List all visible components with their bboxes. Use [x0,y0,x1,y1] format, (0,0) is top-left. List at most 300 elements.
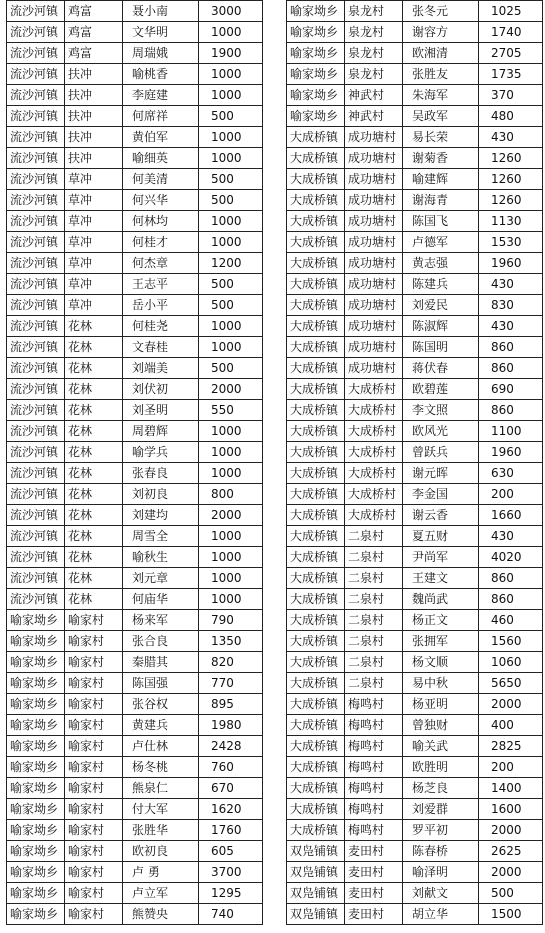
amount-cell: 1000 [199,211,263,232]
amount-cell: 860 [479,400,543,421]
name-cell: 曾独财 [403,715,479,736]
amount-cell: 1000 [199,463,263,484]
left-table [6,0,263,925]
name-cell: 欧碧莲 [403,379,479,400]
table-row [287,505,543,526]
amount-cell: 3700 [199,862,263,883]
table-row [7,883,263,904]
town-cell: 流沙河镇 [7,127,65,148]
name-cell: 刘建均 [123,505,199,526]
town-cell: 流沙河镇 [7,547,65,568]
village-cell: 麦田村 [345,904,403,925]
village-cell: 成功塘村 [345,169,403,190]
town-cell: 流沙河镇 [7,43,65,64]
town-cell: 喻家坳乡 [7,820,65,841]
village-cell: 喻家村 [65,631,123,652]
name-cell: 熊赞央 [123,904,199,925]
name-cell: 秦腊其 [123,652,199,673]
town-cell: 流沙河镇 [7,421,65,442]
name-cell: 张冬元 [403,1,479,22]
name-cell: 谢元晖 [403,463,479,484]
town-cell: 大成桥镇 [287,127,345,148]
name-cell: 欧胜明 [403,757,479,778]
town-cell: 大成桥镇 [287,610,345,631]
village-cell: 二泉村 [345,568,403,589]
table-row [7,694,263,715]
town-cell: 大成桥镇 [287,736,345,757]
name-cell: 黄建兵 [123,715,199,736]
amount-cell: 1760 [199,820,263,841]
name-cell: 谢云香 [403,505,479,526]
village-cell: 大成桥村 [345,484,403,505]
amount-cell: 690 [479,379,543,400]
village-cell: 花林 [65,358,123,379]
amount-cell: 830 [479,295,543,316]
town-cell: 喻家坳乡 [287,106,345,127]
table-row [287,274,543,295]
amount-cell: 1980 [199,715,263,736]
name-cell: 周雪全 [123,526,199,547]
name-cell: 张拥军 [403,631,479,652]
town-cell: 大成桥镇 [287,316,345,337]
village-cell: 成功塘村 [345,127,403,148]
town-cell: 喻家坳乡 [7,631,65,652]
village-cell: 扶冲 [65,106,123,127]
town-cell: 流沙河镇 [7,379,65,400]
village-cell: 喻家村 [65,652,123,673]
name-cell: 欧湘清 [403,43,479,64]
table-row [287,568,543,589]
name-cell: 陈淑辉 [403,316,479,337]
table-row [287,379,543,400]
name-cell: 张胜友 [403,64,479,85]
town-cell: 喻家坳乡 [7,610,65,631]
table-row [287,610,543,631]
table-row [7,673,263,694]
table-row [7,547,263,568]
amount-cell: 790 [199,610,263,631]
town-cell: 流沙河镇 [7,190,65,211]
village-cell: 麦田村 [345,841,403,862]
village-cell: 成功塘村 [345,295,403,316]
village-cell: 草冲 [65,190,123,211]
village-cell: 成功塘村 [345,316,403,337]
table-row [7,211,263,232]
town-cell: 大成桥镇 [287,505,345,526]
table-row [287,694,543,715]
amount-cell: 1000 [199,232,263,253]
village-cell: 二泉村 [345,547,403,568]
table-row [287,190,543,211]
village-cell: 花林 [65,589,123,610]
name-cell: 岳小平 [123,295,199,316]
village-cell: 喻家村 [65,904,123,925]
name-cell: 朱海军 [403,85,479,106]
town-cell: 流沙河镇 [7,568,65,589]
table-row [7,64,263,85]
name-cell: 刘端美 [123,358,199,379]
left-table-body [7,1,263,925]
town-cell: 大成桥镇 [287,232,345,253]
town-cell: 双凫铺镇 [287,841,345,862]
town-cell: 流沙河镇 [7,22,65,43]
town-cell: 流沙河镇 [7,274,65,295]
village-cell: 扶冲 [65,85,123,106]
town-cell: 大成桥镇 [287,190,345,211]
village-cell: 喻家村 [65,820,123,841]
name-cell: 喻细英 [123,148,199,169]
name-cell: 陈春桥 [403,841,479,862]
name-cell: 何庙华 [123,589,199,610]
amount-cell: 860 [479,358,543,379]
amount-cell: 860 [479,568,543,589]
name-cell: 周碧辉 [123,421,199,442]
amount-cell: 860 [479,337,543,358]
name-cell: 张谷权 [123,694,199,715]
table-row [7,127,263,148]
amount-cell: 1000 [199,589,263,610]
town-cell: 流沙河镇 [7,1,65,22]
village-cell: 草冲 [65,274,123,295]
town-cell: 大成桥镇 [287,421,345,442]
amount-cell: 1960 [479,442,543,463]
name-cell: 吴政军 [403,106,479,127]
amount-cell: 1620 [199,799,263,820]
name-cell: 欧初良 [123,841,199,862]
table-row [287,43,543,64]
town-cell: 大成桥镇 [287,379,345,400]
name-cell: 李庭建 [123,85,199,106]
village-cell: 花林 [65,442,123,463]
amount-cell: 1000 [199,22,263,43]
name-cell: 文春桂 [123,337,199,358]
town-cell: 大成桥镇 [287,337,345,358]
town-cell: 双凫铺镇 [287,883,345,904]
name-cell: 何席祥 [123,106,199,127]
amount-cell: 3000 [199,1,263,22]
table-row [7,862,263,883]
village-cell: 大成桥村 [345,463,403,484]
table-row [287,253,543,274]
name-cell: 杨正文 [403,610,479,631]
table-row [287,652,543,673]
amount-cell: 1560 [479,631,543,652]
table-row [287,778,543,799]
table-row [287,757,543,778]
table-row [287,1,543,22]
village-cell: 大成桥村 [345,442,403,463]
table-row [7,841,263,862]
village-cell: 草冲 [65,253,123,274]
town-cell: 大成桥镇 [287,526,345,547]
town-cell: 大成桥镇 [287,757,345,778]
town-cell: 喻家坳乡 [7,736,65,757]
town-cell: 喻家坳乡 [7,715,65,736]
village-cell: 成功塘村 [345,274,403,295]
amount-cell: 1100 [479,421,543,442]
name-cell: 黄伯军 [123,127,199,148]
town-cell: 流沙河镇 [7,484,65,505]
town-cell: 大成桥镇 [287,799,345,820]
town-cell: 喻家坳乡 [7,652,65,673]
table-row [287,148,543,169]
amount-cell: 1000 [199,148,263,169]
name-cell: 陈国强 [123,673,199,694]
table-row [287,421,543,442]
table-row [287,22,543,43]
village-cell: 泉龙村 [345,22,403,43]
table-row [287,673,543,694]
village-cell: 成功塘村 [345,337,403,358]
town-cell: 喻家坳乡 [287,85,345,106]
name-cell: 易长荣 [403,127,479,148]
name-cell: 陈国飞 [403,211,479,232]
village-cell: 花林 [65,316,123,337]
table-row [7,274,263,295]
table-row [287,526,543,547]
town-cell: 双凫铺镇 [287,862,345,883]
village-cell: 成功塘村 [345,148,403,169]
town-cell: 大成桥镇 [287,820,345,841]
table-row [287,127,543,148]
town-cell: 喻家坳乡 [7,799,65,820]
village-cell: 喻家村 [65,841,123,862]
amount-cell: 860 [479,589,543,610]
town-cell: 流沙河镇 [7,316,65,337]
amount-cell: 370 [479,85,543,106]
village-cell: 喻家村 [65,715,123,736]
name-cell: 夏五财 [403,526,479,547]
town-cell: 双凫铺镇 [287,904,345,925]
name-cell: 黄志强 [403,253,479,274]
town-cell: 喻家坳乡 [7,862,65,883]
table-row [7,1,263,22]
table-row [7,232,263,253]
town-cell: 流沙河镇 [7,211,65,232]
table-row [287,547,543,568]
amount-cell: 630 [479,463,543,484]
name-cell: 卢立军 [123,883,199,904]
table-row [7,253,263,274]
amount-cell: 1260 [479,190,543,211]
town-cell: 大成桥镇 [287,400,345,421]
village-cell: 花林 [65,568,123,589]
name-cell: 卢德军 [403,232,479,253]
name-cell: 刘献文 [403,883,479,904]
village-cell: 梅鸣村 [345,694,403,715]
name-cell: 杨冬桃 [123,757,199,778]
town-cell: 大成桥镇 [287,148,345,169]
amount-cell: 500 [199,274,263,295]
village-cell: 鸡富 [65,1,123,22]
amount-cell: 200 [479,484,543,505]
town-cell: 流沙河镇 [7,232,65,253]
village-cell: 二泉村 [345,652,403,673]
amount-cell: 430 [479,526,543,547]
table-row [7,652,263,673]
village-cell: 喻家村 [65,778,123,799]
amount-cell: 1200 [199,253,263,274]
table-row [7,169,263,190]
amount-cell: 2000 [479,694,543,715]
village-cell: 成功塘村 [345,358,403,379]
amount-cell: 500 [199,358,263,379]
amount-cell: 820 [199,652,263,673]
table-row [7,22,263,43]
amount-cell: 2000 [199,379,263,400]
town-cell: 喻家坳乡 [7,883,65,904]
village-cell: 花林 [65,421,123,442]
name-cell: 卢仕林 [123,736,199,757]
table-row [7,190,263,211]
name-cell: 熊泉仁 [123,778,199,799]
village-cell: 鸡富 [65,43,123,64]
amount-cell: 1130 [479,211,543,232]
amount-cell: 400 [479,715,543,736]
amount-cell: 2000 [479,820,543,841]
name-cell: 刘爱群 [403,799,479,820]
name-cell: 喻秋生 [123,547,199,568]
name-cell: 杨来军 [123,610,199,631]
town-cell: 流沙河镇 [7,463,65,484]
table-row [287,820,543,841]
table-row [287,316,543,337]
name-cell: 魏尚武 [403,589,479,610]
town-cell: 流沙河镇 [7,169,65,190]
amount-cell: 605 [199,841,263,862]
table-row [7,820,263,841]
village-cell: 草冲 [65,211,123,232]
village-cell: 二泉村 [345,526,403,547]
name-cell: 曾跃兵 [403,442,479,463]
town-cell: 流沙河镇 [7,442,65,463]
amount-cell: 1660 [479,505,543,526]
town-cell: 大成桥镇 [287,715,345,736]
town-cell: 大成桥镇 [287,568,345,589]
name-cell: 王建文 [403,568,479,589]
amount-cell: 430 [479,127,543,148]
name-cell: 何林均 [123,211,199,232]
town-cell: 大成桥镇 [287,211,345,232]
table-row [7,295,263,316]
name-cell: 李金国 [403,484,479,505]
town-cell: 大成桥镇 [287,295,345,316]
amount-cell: 1000 [199,568,263,589]
amount-cell: 1000 [199,85,263,106]
name-cell: 付大军 [123,799,199,820]
amount-cell: 480 [479,106,543,127]
village-cell: 成功塘村 [345,211,403,232]
town-cell: 喻家坳乡 [287,1,345,22]
amount-cell: 770 [199,673,263,694]
town-cell: 喻家坳乡 [287,43,345,64]
town-cell: 大成桥镇 [287,778,345,799]
village-cell: 喻家村 [65,610,123,631]
amount-cell: 1900 [199,43,263,64]
village-cell: 成功塘村 [345,232,403,253]
town-cell: 喻家坳乡 [7,694,65,715]
table-row [287,589,543,610]
village-cell: 花林 [65,400,123,421]
table-row [287,736,543,757]
amount-cell: 1000 [199,442,263,463]
name-cell: 喻泽明 [403,862,479,883]
amount-cell: 500 [199,295,263,316]
amount-cell: 1960 [479,253,543,274]
table-row [7,778,263,799]
name-cell: 陈建兵 [403,274,479,295]
table-row [287,211,543,232]
village-cell: 草冲 [65,169,123,190]
amount-cell: 550 [199,400,263,421]
name-cell: 聂小南 [123,1,199,22]
name-cell: 王志平 [123,274,199,295]
town-cell: 大成桥镇 [287,274,345,295]
amount-cell: 1260 [479,148,543,169]
name-cell: 文华明 [123,22,199,43]
town-cell: 流沙河镇 [7,295,65,316]
amount-cell: 500 [199,169,263,190]
amount-cell: 1060 [479,652,543,673]
amount-cell: 2625 [479,841,543,862]
name-cell: 何兴华 [123,190,199,211]
table-row [7,484,263,505]
table-row [7,148,263,169]
amount-cell: 460 [479,610,543,631]
village-cell: 大成桥村 [345,505,403,526]
amount-cell: 1600 [479,799,543,820]
name-cell: 何杰章 [123,253,199,274]
town-cell: 大成桥镇 [287,253,345,274]
name-cell: 刘伏初 [123,379,199,400]
table-row [7,421,263,442]
table-row [287,841,543,862]
amount-cell: 500 [199,190,263,211]
name-cell: 杨文顺 [403,652,479,673]
amount-cell: 2000 [199,505,263,526]
table-row [287,232,543,253]
village-cell: 二泉村 [345,589,403,610]
table-row [287,904,543,925]
amount-cell: 1350 [199,631,263,652]
amount-cell: 1530 [479,232,543,253]
village-cell: 花林 [65,547,123,568]
town-cell: 大成桥镇 [287,547,345,568]
village-cell: 泉龙村 [345,1,403,22]
village-cell: 梅鸣村 [345,820,403,841]
town-cell: 流沙河镇 [7,253,65,274]
amount-cell: 760 [199,757,263,778]
name-cell: 欧风光 [403,421,479,442]
table-row [287,463,543,484]
village-cell: 成功塘村 [345,190,403,211]
town-cell: 大成桥镇 [287,694,345,715]
table-row [287,799,543,820]
town-cell: 大成桥镇 [287,631,345,652]
table-row [287,358,543,379]
village-cell: 成功塘村 [345,253,403,274]
name-cell: 喻建辉 [403,169,479,190]
amount-cell: 1295 [199,883,263,904]
village-cell: 大成桥村 [345,421,403,442]
town-cell: 流沙河镇 [7,337,65,358]
name-cell: 刘爱民 [403,295,479,316]
right-table [286,0,543,925]
name-cell: 李文照 [403,400,479,421]
name-cell: 喻学兵 [123,442,199,463]
name-cell: 何桂尧 [123,316,199,337]
table-row [7,85,263,106]
